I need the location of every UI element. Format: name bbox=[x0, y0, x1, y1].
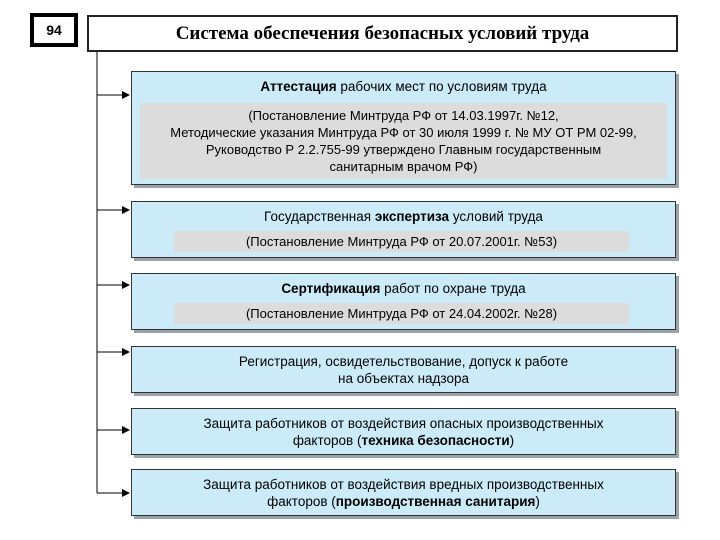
expertise-box bbox=[131, 201, 676, 258]
attestation-rest: рабочих мест по условиям труда bbox=[336, 79, 547, 94]
expertise-heading bbox=[132, 202, 675, 227]
harmful-text bbox=[132, 470, 675, 510]
attestation-ref-line4: санитарным врачом РФ) bbox=[329, 159, 478, 174]
hazardous-line2-bold: техника безопасности bbox=[361, 433, 510, 448]
registration-line2: на объектах надзора bbox=[338, 371, 469, 386]
expertise-bold: экспертиза bbox=[374, 209, 450, 224]
hazardous-text bbox=[132, 409, 675, 449]
certification-bold: Сертификация bbox=[281, 281, 381, 296]
diagram-title: Система обеспечения безопасных условий труда bbox=[175, 22, 590, 44]
registration-line1: Регистрация, освидетельствование, допуск к работе bbox=[238, 354, 569, 369]
hazardous-line1: Защита работников от воздействия опасных производственных bbox=[203, 416, 604, 431]
certification-box bbox=[131, 273, 676, 330]
attestation-ref-line3: Руководство Р 2.2.755-99 утверждено Главным государственным bbox=[205, 142, 602, 157]
certification-heading bbox=[132, 274, 675, 299]
certification-reference: (Постановление Минтруда РФ от 24.04.2002г. №28) bbox=[174, 303, 629, 324]
attestation-box bbox=[131, 71, 676, 185]
expertise-pre: Государственная bbox=[264, 209, 375, 224]
expertise-reference: (Постановление Минтруда РФ от 20.07.2001г. №53) bbox=[174, 231, 629, 252]
registration-text bbox=[132, 347, 675, 387]
attestation-ref-line2: Методические указания Минтруда РФ от 30 июля 1999 г. № МУ ОТ РМ 02-99, bbox=[170, 125, 637, 140]
attestation-heading bbox=[132, 72, 675, 97]
expertise-rest: условий труда bbox=[449, 209, 543, 224]
attestation-ref-line1: (Постановление Минтруда РФ от 14.03.1997г. №12, bbox=[248, 108, 559, 123]
certification-rest: работ по охране труда bbox=[380, 281, 526, 296]
registration-box bbox=[131, 346, 676, 393]
attestation-bold: Аттестация bbox=[260, 79, 337, 94]
attestation-reference bbox=[140, 103, 667, 179]
harmful-line2-post: ) bbox=[535, 494, 540, 509]
harmful-line1: Защита работников от воздействия вредных производственных bbox=[203, 477, 604, 492]
harmful-line2-bold: производственная санитария bbox=[335, 494, 536, 509]
hazardous-factors-box bbox=[131, 408, 676, 455]
harmful-line2-pre: факторов ( bbox=[267, 494, 336, 509]
hazardous-line2-post: ) bbox=[509, 433, 515, 448]
harmful-factors-box bbox=[131, 469, 676, 516]
page-number: 94 bbox=[34, 17, 74, 43]
hazardous-line2-pre: факторов ( bbox=[292, 433, 362, 448]
